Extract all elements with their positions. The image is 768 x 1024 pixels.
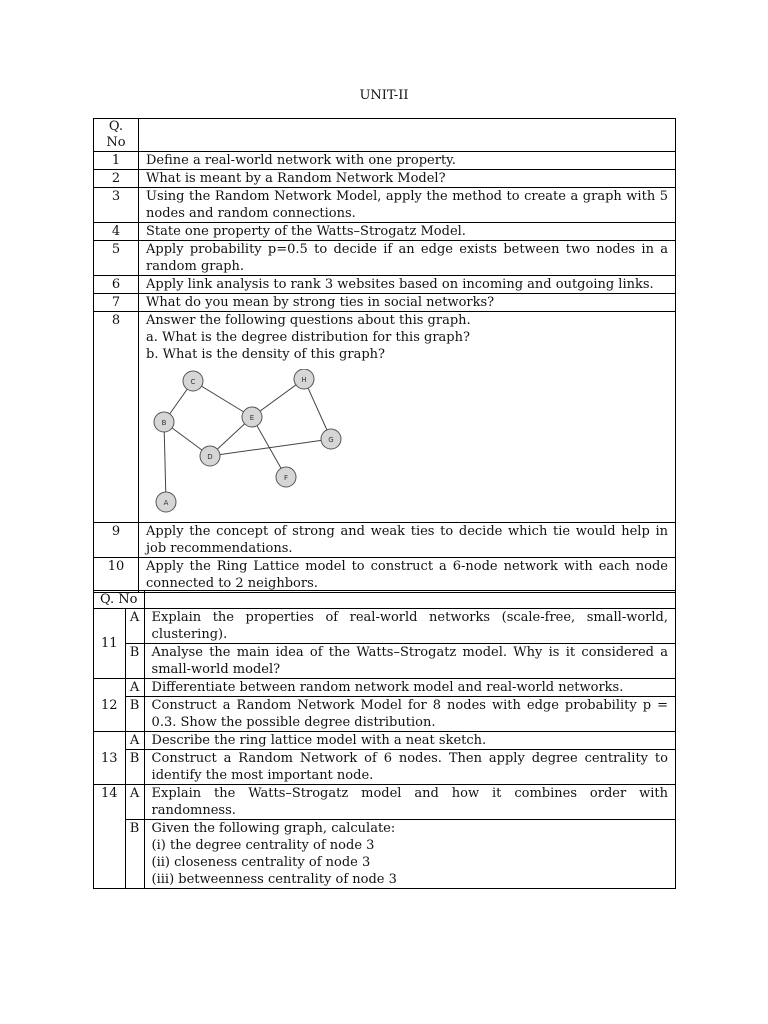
table-row xyxy=(94,152,676,170)
question-number: 11 xyxy=(94,609,126,679)
question-line: (ii) closeness centrality of node 3 xyxy=(151,855,371,870)
table-row xyxy=(94,750,676,785)
question-text xyxy=(144,820,675,889)
table-row xyxy=(94,644,676,679)
table-row xyxy=(94,276,676,294)
question-text: Apply link analysis to rank 3 websites based on incoming and outgoing links. xyxy=(139,276,676,294)
header-blank xyxy=(139,119,676,152)
qno-header: Q. No xyxy=(94,119,139,152)
question-text: Differentiate between random network model and real-world networks. xyxy=(144,679,675,697)
question-text: Construct a Random Network of 6 nodes. Then apply degree centrality to identify the most important node. xyxy=(144,750,675,785)
table-row xyxy=(94,312,676,523)
graph-node-label-E: E xyxy=(249,414,255,422)
question-number: 12 xyxy=(94,679,126,732)
question-text: Explain the Watts–Strogatz model and how it combines order with randomness. xyxy=(144,785,675,820)
question-number: 7 xyxy=(94,294,139,312)
header-blank xyxy=(144,591,675,609)
part-b-table xyxy=(93,590,676,889)
question-number: 14 xyxy=(94,785,126,889)
question-text: Explain the properties of real-world networks (scale-free, small-world, clustering). xyxy=(144,609,675,644)
question-text: Analyse the main idea of the Watts–Strogatz model. Why is it considered a small-world model? xyxy=(144,644,675,679)
question-number: 3 xyxy=(94,188,139,223)
question-number: 1 xyxy=(94,152,139,170)
graph-edge-B-A xyxy=(164,422,166,502)
question-text-with-graph xyxy=(139,312,676,523)
graph-node-label-A: A xyxy=(163,499,169,507)
sub-label: A xyxy=(125,732,144,750)
question-line: (i) the degree centrality of node 3 xyxy=(151,838,375,853)
question-line: Answer the following questions about this graph. xyxy=(146,313,471,328)
sub-label: B xyxy=(125,750,144,785)
graph-edge-D-G xyxy=(210,439,331,456)
table-row xyxy=(94,558,676,593)
table-header-row xyxy=(94,591,676,609)
sub-label: A xyxy=(125,679,144,697)
sub-label: B xyxy=(125,820,144,889)
graph-node-label-C: C xyxy=(190,378,196,386)
question-number: 4 xyxy=(94,223,139,241)
question-text: What is meant by a Random Network Model? xyxy=(139,170,676,188)
qno-header: Q. No xyxy=(94,591,145,609)
table-row xyxy=(94,523,676,558)
question-number: 5 xyxy=(94,241,139,276)
question-line: a. What is the degree distribution for this graph? xyxy=(146,330,470,345)
table-row xyxy=(94,223,676,241)
question-text: Construct a Random Network Model for 8 nodes with edge probability p = 0.3. Show the possible degree distribution. xyxy=(144,697,675,732)
question-text: Apply probability p=0.5 to decide if an edge exists between two nodes in a random graph. xyxy=(139,241,676,276)
question-number: 13 xyxy=(94,732,126,785)
sub-label: A xyxy=(125,609,144,644)
question-line: (iii) betweenness centrality of node 3 xyxy=(151,872,397,887)
part-a-table xyxy=(93,118,676,593)
question-number: 6 xyxy=(94,276,139,294)
question-number: 8 xyxy=(94,312,139,523)
table-row xyxy=(94,241,676,276)
question-text: State one property of the Watts–Strogatz Model. xyxy=(139,223,676,241)
sub-label: A xyxy=(125,785,144,820)
question-line: Given the following graph, calculate: xyxy=(151,821,396,836)
question-number: 2 xyxy=(94,170,139,188)
question-number: 9 xyxy=(94,523,139,558)
question-text: Describe the ring lattice model with a neat sketch. xyxy=(144,732,675,750)
question-number: 10 xyxy=(94,558,139,593)
table-row xyxy=(94,732,676,750)
graph-node-label-F: F xyxy=(283,474,289,482)
graph-node-label-D: D xyxy=(207,453,213,461)
sub-label: B xyxy=(125,644,144,679)
table-row xyxy=(94,697,676,732)
table-row xyxy=(94,679,676,697)
unit-title: UNIT-II xyxy=(359,88,409,103)
graph-node-label-H: H xyxy=(301,376,307,384)
question-text: What do you mean by strong ties in social networks? xyxy=(139,294,676,312)
question-text: Using the Random Network Model, apply the method to create a graph with 5 nodes and random connections. xyxy=(139,188,676,223)
network-graph xyxy=(150,369,350,515)
table-row xyxy=(94,188,676,223)
graph-figure xyxy=(146,363,668,522)
question-text: Apply the Ring Lattice model to construct a 6-node network with each node connected to 2 neighbors. xyxy=(139,558,676,593)
table-row xyxy=(94,294,676,312)
table-row xyxy=(94,609,676,644)
table-row xyxy=(94,170,676,188)
graph-node-label-G: G xyxy=(328,436,334,444)
question-text: Define a real-world network with one property. xyxy=(139,152,676,170)
table-row xyxy=(94,785,676,820)
sub-label: B xyxy=(125,697,144,732)
question-line: b. What is the density of this graph? xyxy=(146,347,386,362)
table-row xyxy=(94,820,676,889)
graph-node-label-B: B xyxy=(161,419,167,427)
table-header-row xyxy=(94,119,676,152)
question-text: Apply the concept of strong and weak ties to decide which tie would help in job recommendations. xyxy=(139,523,676,558)
